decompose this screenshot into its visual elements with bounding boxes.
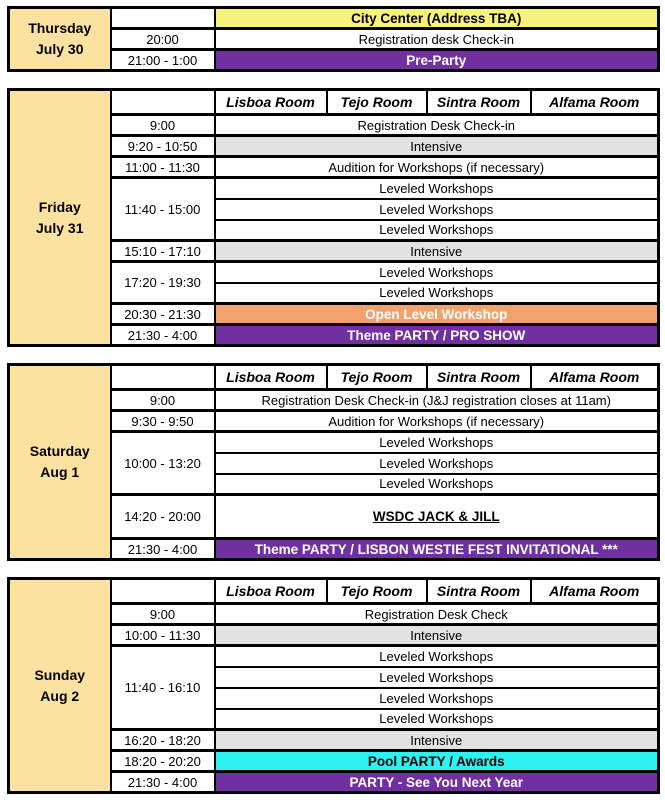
time-cell-empty [111, 365, 215, 390]
time-cell: 9:00 [111, 604, 215, 625]
room-header-tejo: Tejo Room [327, 579, 427, 604]
day-name: Friday [38, 198, 81, 215]
event-cell-theme-party: Theme PARTY / LISBON WESTIE FEST INVITATIONAL *** [215, 539, 659, 560]
time-cell: 20:30 - 21:30 [111, 304, 215, 325]
room-header-row [9, 90, 659, 115]
event-cell-open-level: Open Level Workshop [215, 304, 659, 325]
event-cell: Leveled Workshops [215, 178, 659, 199]
day-date: July 31 [36, 219, 84, 236]
event-cell-pool-party: Pool PARTY / Awards [215, 751, 659, 772]
time-cell: 15:10 - 17:10 [111, 241, 215, 262]
event-cell-wsdc-jack-and-jill: WSDC JACK & JILL [215, 495, 659, 539]
room-header-sintra: Sintra Room [427, 579, 531, 604]
room-header-lisboa: Lisboa Room [215, 90, 327, 115]
room-header-tejo: Tejo Room [327, 90, 427, 115]
event-cell: Leveled Workshops [215, 688, 659, 709]
event-cell-intensive: Intensive [215, 730, 659, 751]
day-date: July 30 [36, 41, 84, 57]
event-cell: Leveled Workshops [215, 453, 659, 474]
time-cell-empty [111, 8, 215, 29]
event-cell-pre-party: Pre-Party [215, 50, 659, 71]
schedule-table-saturday [7, 363, 660, 561]
event-cell-theme-party: Theme PARTY / PRO SHOW [215, 325, 659, 346]
schedule-table-thursday [7, 6, 660, 72]
event-cell-intensive: Intensive [215, 241, 659, 262]
event-cell: Leveled Workshops [215, 220, 659, 241]
event-cell-intensive: Intensive [215, 625, 659, 646]
event-cell: Registration Desk Check [215, 604, 659, 625]
schedule-table-sunday [7, 577, 660, 794]
room-header-lisboa: Lisboa Room [215, 365, 327, 390]
schedule-table-friday [7, 88, 660, 347]
event-cell: Audition for Workshops (if necessary) [215, 411, 659, 432]
time-cell: 10:00 - 13:20 [111, 432, 215, 495]
room-header-alfama: Alfama Room [531, 90, 659, 115]
event-cell: Leveled Workshops [215, 432, 659, 453]
time-cell-empty [111, 90, 215, 115]
time-cell: 16:20 - 18:20 [111, 730, 215, 751]
room-header-row [9, 365, 659, 390]
event-cell-intensive: Intensive [215, 136, 659, 157]
day-date: Aug 1 [40, 464, 80, 480]
room-header-sintra: Sintra Room [427, 365, 531, 390]
time-cell: 9:30 - 9:50 [111, 411, 215, 432]
time-cell: 11:00 - 11:30 [111, 157, 215, 178]
room-header-row [9, 579, 659, 604]
event-cell: Audition for Workshops (if necessary) [215, 157, 659, 178]
time-cell: 11:40 - 16:10 [111, 646, 215, 730]
room-header-tejo: Tejo Room [327, 365, 427, 390]
event-cell: Leveled Workshops [215, 474, 659, 495]
time-cell: 9:20 - 10:50 [111, 136, 215, 157]
time-cell: 21:30 - 4:00 [111, 325, 215, 346]
room-header-sintra: Sintra Room [427, 90, 531, 115]
day-cell-saturday [9, 365, 111, 560]
event-cell: Leveled Workshops [215, 262, 659, 283]
time-cell: 18:20 - 20:20 [111, 751, 215, 772]
room-header-alfama: Alfama Room [531, 579, 659, 604]
day-name: Thursday [28, 20, 92, 36]
day-cell-thursday [9, 8, 111, 71]
time-cell: 20:00 [111, 29, 215, 50]
day-cell-sunday [9, 579, 111, 793]
time-cell: 10:00 - 11:30 [111, 625, 215, 646]
event-cell-closing-party: PARTY - See You Next Year [215, 772, 659, 793]
event-cell: Leveled Workshops [215, 667, 659, 688]
time-cell: 9:00 [111, 390, 215, 411]
event-cell: Registration Desk Check-in (J&J registration closes at 11am) [215, 390, 659, 411]
time-cell: 21:00 - 1:00 [111, 50, 215, 71]
day-cell-friday [9, 90, 111, 346]
time-cell: 9:00 [111, 115, 215, 136]
day-name: Saturday [29, 443, 90, 459]
time-cell: 21:30 - 4:00 [111, 772, 215, 793]
event-cell: Leveled Workshops [215, 283, 659, 304]
time-cell-empty [111, 579, 215, 604]
time-cell: 17:20 - 19:30 [111, 262, 215, 304]
event-cell: Leveled Workshops [215, 646, 659, 667]
event-cell: Leveled Workshops [215, 199, 659, 220]
room-header-lisboa: Lisboa Room [215, 579, 327, 604]
venue-header-cell: City Center (Address TBA) [215, 8, 659, 29]
time-cell: 11:40 - 15:00 [111, 178, 215, 241]
day-date: Aug 2 [40, 687, 80, 704]
room-header-alfama: Alfama Room [531, 365, 659, 390]
event-cell: Registration Desk Check-in [215, 115, 659, 136]
table-row [9, 8, 659, 29]
event-cell: Registration desk Check-in [215, 29, 659, 50]
time-cell: 14:20 - 20:00 [111, 495, 215, 539]
event-cell: Leveled Workshops [215, 709, 659, 730]
time-cell: 21:30 - 4:00 [111, 539, 215, 560]
day-name: Sunday [34, 666, 86, 683]
